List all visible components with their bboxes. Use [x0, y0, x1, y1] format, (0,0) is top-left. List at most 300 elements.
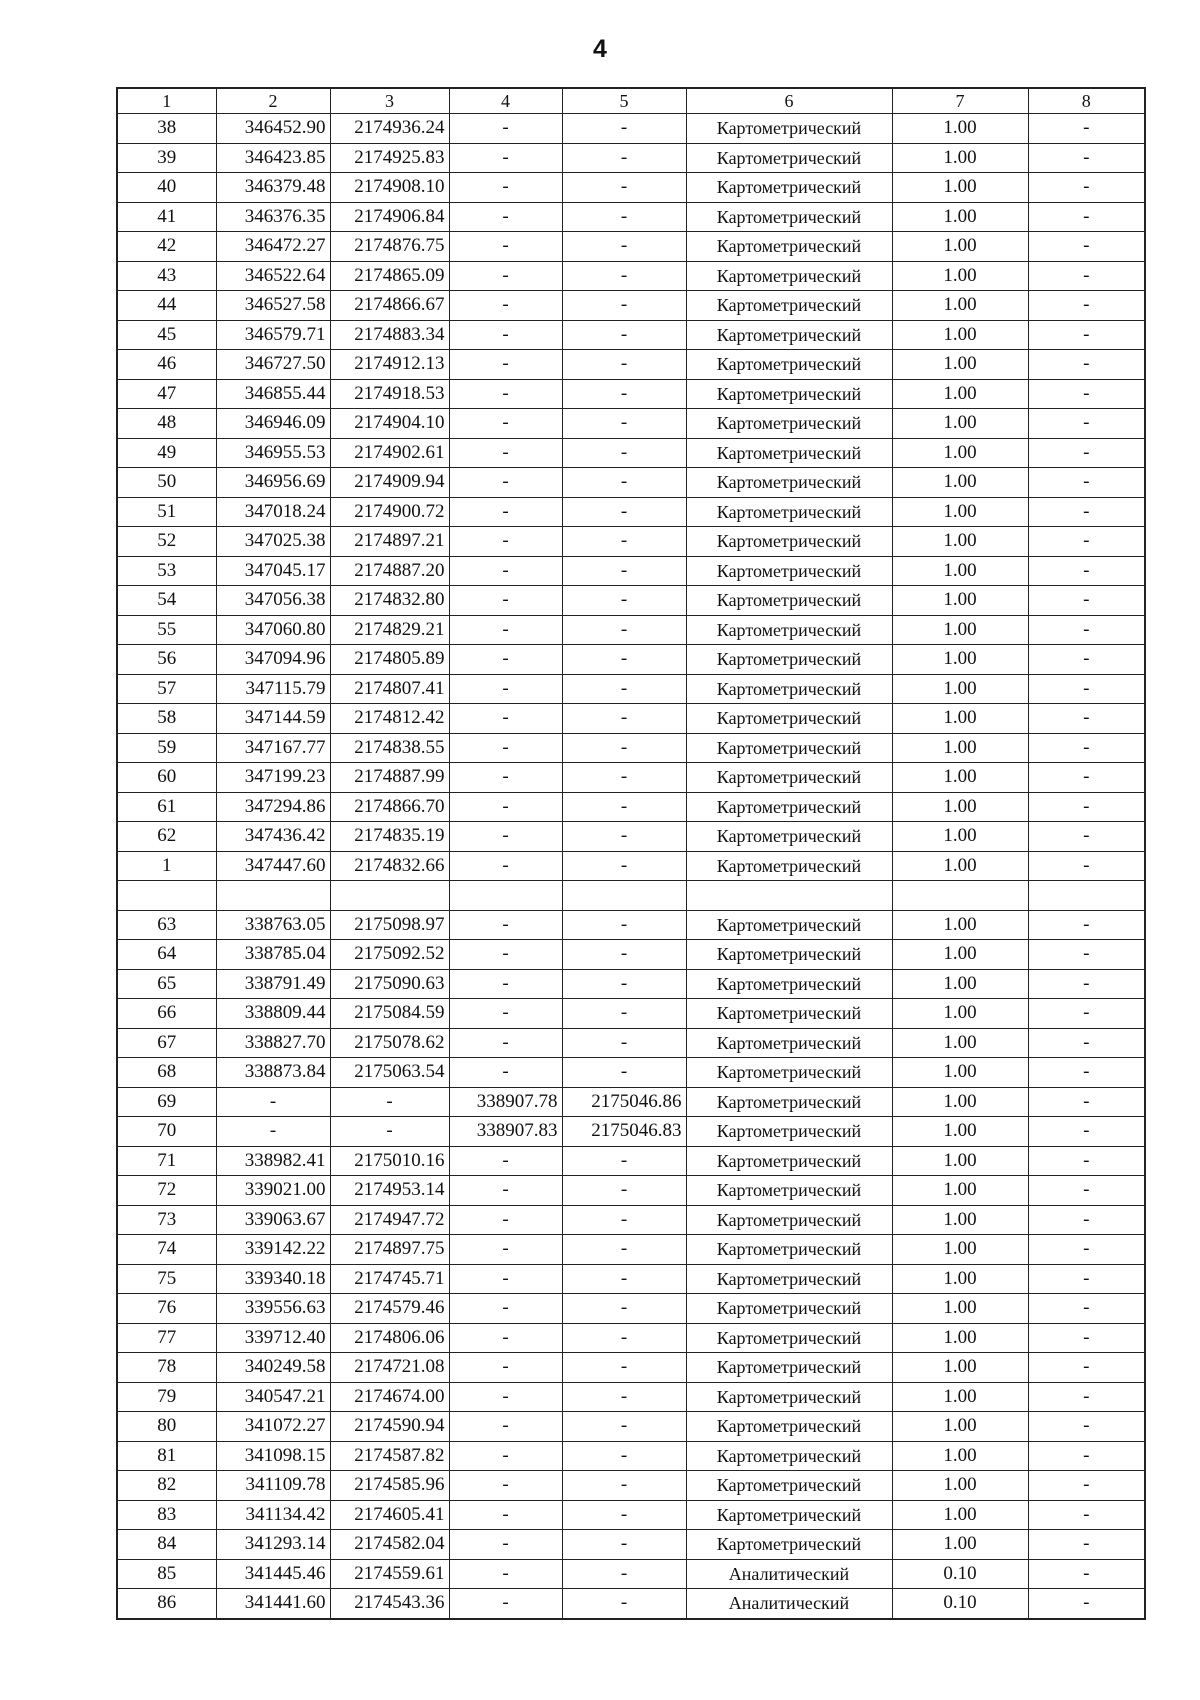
method-cell: Картометрический [686, 1235, 892, 1265]
table-row [117, 792, 1145, 822]
table-row [117, 940, 1145, 970]
method-cell: Картометрический [686, 1412, 892, 1442]
point-number-cell: 56 [117, 645, 216, 675]
note-cell: - [1028, 409, 1145, 439]
x-coord-cell: 347167.77 [216, 733, 330, 763]
x-new-cell: - [449, 114, 562, 144]
table-row [117, 1264, 1145, 1294]
note-cell: - [1028, 1264, 1145, 1294]
y-coord-cell: 2175098.97 [330, 910, 449, 940]
method-cell: Картометрический [686, 202, 892, 232]
accuracy-cell: 1.00 [892, 261, 1028, 291]
point-number-cell: 57 [117, 674, 216, 704]
accuracy-cell [892, 881, 1028, 911]
x-new-cell [449, 881, 562, 911]
accuracy-cell: 1.00 [892, 497, 1028, 527]
column-header: 5 [562, 88, 686, 114]
x-coord-cell: 346956.69 [216, 468, 330, 498]
note-cell: - [1028, 792, 1145, 822]
x-new-cell: - [449, 1353, 562, 1383]
x-coord-cell: 341441.60 [216, 1589, 330, 1619]
y-new-cell: - [562, 409, 686, 439]
y-coord-cell: 2174745.71 [330, 1264, 449, 1294]
point-number-cell: 81 [117, 1441, 216, 1471]
point-number-cell: 44 [117, 291, 216, 321]
table-row [117, 556, 1145, 586]
table-row [117, 1205, 1145, 1235]
table-row [117, 320, 1145, 350]
x-coord-cell: 347199.23 [216, 763, 330, 793]
x-coord-cell: 347018.24 [216, 497, 330, 527]
y-coord-cell: 2174866.67 [330, 291, 449, 321]
accuracy-cell: 1.00 [892, 173, 1028, 203]
column-header: 2 [216, 88, 330, 114]
accuracy-cell: 1.00 [892, 999, 1028, 1029]
y-new-cell: - [562, 1382, 686, 1412]
point-number-cell: 47 [117, 379, 216, 409]
table-row [117, 910, 1145, 940]
y-new-cell: - [562, 556, 686, 586]
x-new-cell: - [449, 1500, 562, 1530]
x-coord-cell: 346855.44 [216, 379, 330, 409]
column-header: 3 [330, 88, 449, 114]
y-new-cell: - [562, 438, 686, 468]
accuracy-cell: 1.00 [892, 1353, 1028, 1383]
x-new-cell: - [449, 851, 562, 881]
table-row [117, 1353, 1145, 1383]
x-coord-cell: 338791.49 [216, 969, 330, 999]
y-new-cell: - [562, 232, 686, 262]
x-coord-cell: 346727.50 [216, 350, 330, 380]
note-cell: - [1028, 320, 1145, 350]
accuracy-cell: 1.00 [892, 822, 1028, 852]
point-number-cell: 41 [117, 202, 216, 232]
note-cell: - [1028, 910, 1145, 940]
table-row [117, 1441, 1145, 1471]
note-cell: - [1028, 704, 1145, 734]
point-number-cell: 69 [117, 1087, 216, 1117]
accuracy-cell: 1.00 [892, 232, 1028, 262]
note-cell: - [1028, 999, 1145, 1029]
x-coord-cell: 339021.00 [216, 1176, 330, 1206]
x-new-cell: - [449, 1441, 562, 1471]
point-number-cell: 54 [117, 586, 216, 616]
accuracy-cell: 1.00 [892, 1294, 1028, 1324]
note-cell: - [1028, 114, 1145, 144]
y-new-cell: - [562, 645, 686, 675]
y-coord-cell: 2174902.61 [330, 438, 449, 468]
table-row [117, 173, 1145, 203]
method-cell: Картометрический [686, 1028, 892, 1058]
note-cell: - [1028, 350, 1145, 380]
method-cell: Картометрический [686, 1058, 892, 1088]
note-cell: - [1028, 556, 1145, 586]
y-coord-cell: 2175084.59 [330, 999, 449, 1029]
point-number-cell: 75 [117, 1264, 216, 1294]
y-new-cell: - [562, 969, 686, 999]
x-new-cell: - [449, 586, 562, 616]
y-new-cell: - [562, 999, 686, 1029]
table-row [117, 733, 1145, 763]
x-new-cell: - [449, 497, 562, 527]
note-cell: - [1028, 1559, 1145, 1589]
y-coord-cell: 2174559.61 [330, 1559, 449, 1589]
y-coord-cell: 2174721.08 [330, 1353, 449, 1383]
point-number-cell: 38 [117, 114, 216, 144]
accuracy-cell: 1.00 [892, 379, 1028, 409]
x-coord-cell: 347144.59 [216, 704, 330, 734]
point-number-cell: 68 [117, 1058, 216, 1088]
x-coord-cell: 346579.71 [216, 320, 330, 350]
x-new-cell: 338907.83 [449, 1117, 562, 1147]
y-coord-cell: 2174912.13 [330, 350, 449, 380]
x-coord-cell: 340249.58 [216, 1353, 330, 1383]
table-row [117, 615, 1145, 645]
point-number-cell: 84 [117, 1530, 216, 1560]
point-number-cell: 49 [117, 438, 216, 468]
y-coord-cell: 2174806.06 [330, 1323, 449, 1353]
y-new-cell: - [562, 1471, 686, 1501]
x-coord-cell: 341445.46 [216, 1559, 330, 1589]
accuracy-cell: 1.00 [892, 143, 1028, 173]
accuracy-cell: 1.00 [892, 1205, 1028, 1235]
accuracy-cell: 1.00 [892, 1235, 1028, 1265]
table-row [117, 1087, 1145, 1117]
y-new-cell: - [562, 586, 686, 616]
point-number-cell [117, 881, 216, 911]
x-new-cell: - [449, 468, 562, 498]
method-cell: Картометрический [686, 556, 892, 586]
x-coord-cell: 339142.22 [216, 1235, 330, 1265]
accuracy-cell: 1.00 [892, 674, 1028, 704]
accuracy-cell: 1.00 [892, 615, 1028, 645]
x-new-cell: - [449, 1412, 562, 1442]
accuracy-cell: 1.00 [892, 704, 1028, 734]
y-new-cell: - [562, 1294, 686, 1324]
method-cell: Картометрический [686, 497, 892, 527]
y-coord-cell: 2174807.41 [330, 674, 449, 704]
method-cell: Аналитический [686, 1589, 892, 1619]
note-cell: - [1028, 1530, 1145, 1560]
point-number-cell: 83 [117, 1500, 216, 1530]
table-row [117, 1294, 1145, 1324]
x-coord-cell: - [216, 1117, 330, 1147]
y-new-cell: - [562, 1323, 686, 1353]
y-coord-cell [330, 881, 449, 911]
note-cell: - [1028, 615, 1145, 645]
x-new-cell: - [449, 763, 562, 793]
y-coord-cell: 2174838.55 [330, 733, 449, 763]
y-coord-cell: 2174904.10 [330, 409, 449, 439]
x-coord-cell: 341098.15 [216, 1441, 330, 1471]
y-new-cell: - [562, 1058, 686, 1088]
table-row [117, 1323, 1145, 1353]
x-new-cell: - [449, 1235, 562, 1265]
y-new-cell: - [562, 1412, 686, 1442]
y-coord-cell: 2174587.82 [330, 1441, 449, 1471]
method-cell: Картометрический [686, 1471, 892, 1501]
table-row [117, 1412, 1145, 1442]
method-cell: Картометрический [686, 851, 892, 881]
y-new-cell: - [562, 1146, 686, 1176]
point-number-cell: 63 [117, 910, 216, 940]
table-row [117, 409, 1145, 439]
table-row [117, 645, 1145, 675]
y-coord-cell: 2174829.21 [330, 615, 449, 645]
accuracy-cell: 1.00 [892, 792, 1028, 822]
accuracy-cell: 1.00 [892, 851, 1028, 881]
y-coord-cell: 2174936.24 [330, 114, 449, 144]
point-number-cell: 74 [117, 1235, 216, 1265]
x-coord-cell: 347094.96 [216, 645, 330, 675]
y-coord-cell: 2174674.00 [330, 1382, 449, 1412]
y-coord-cell: 2174832.80 [330, 586, 449, 616]
x-new-cell: - [449, 438, 562, 468]
method-cell: Картометрический [686, 527, 892, 557]
method-cell: Картометрический [686, 1176, 892, 1206]
accuracy-cell: 1.00 [892, 969, 1028, 999]
y-coord-cell: 2174805.89 [330, 645, 449, 675]
table-row [117, 497, 1145, 527]
note-cell: - [1028, 1117, 1145, 1147]
point-number-cell: 53 [117, 556, 216, 586]
x-coord-cell: 347294.86 [216, 792, 330, 822]
accuracy-cell: 1.00 [892, 1441, 1028, 1471]
y-coord-cell: 2174585.96 [330, 1471, 449, 1501]
y-new-cell: - [562, 497, 686, 527]
x-new-cell: - [449, 615, 562, 645]
point-number-cell: 82 [117, 1471, 216, 1501]
y-new-cell [562, 881, 686, 911]
accuracy-cell: 1.00 [892, 1412, 1028, 1442]
x-new-cell: - [449, 1559, 562, 1589]
method-cell: Картометрический [686, 1087, 892, 1117]
point-number-cell: 78 [117, 1353, 216, 1383]
x-new-cell: 338907.78 [449, 1087, 562, 1117]
x-coord-cell: 346379.48 [216, 173, 330, 203]
note-cell: - [1028, 1589, 1145, 1619]
note-cell: - [1028, 1205, 1145, 1235]
method-cell: Картометрический [686, 999, 892, 1029]
y-coord-cell: 2174579.46 [330, 1294, 449, 1324]
y-coord-cell: 2174543.36 [330, 1589, 449, 1619]
method-cell: Картометрический [686, 1117, 892, 1147]
x-new-cell: - [449, 910, 562, 940]
y-new-cell: 2175046.86 [562, 1087, 686, 1117]
x-coord-cell: - [216, 1087, 330, 1117]
note-cell [1028, 881, 1145, 911]
method-cell: Картометрический [686, 940, 892, 970]
note-cell: - [1028, 969, 1145, 999]
point-number-cell: 73 [117, 1205, 216, 1235]
y-coord-cell: 2174909.94 [330, 468, 449, 498]
point-number-cell: 66 [117, 999, 216, 1029]
x-coord-cell: 346955.53 [216, 438, 330, 468]
accuracy-cell: 1.00 [892, 438, 1028, 468]
point-number-cell: 62 [117, 822, 216, 852]
point-number-cell: 64 [117, 940, 216, 970]
method-cell: Картометрический [686, 1323, 892, 1353]
method-cell: Картометрический [686, 114, 892, 144]
note-cell: - [1028, 1412, 1145, 1442]
y-coord-cell: 2174887.99 [330, 763, 449, 793]
note-cell: - [1028, 1471, 1145, 1501]
table-row [117, 379, 1145, 409]
note-cell: - [1028, 1323, 1145, 1353]
x-coord-cell: 338763.05 [216, 910, 330, 940]
table-row [117, 527, 1145, 557]
table-row [117, 143, 1145, 173]
x-new-cell: - [449, 232, 562, 262]
y-new-cell: - [562, 527, 686, 557]
accuracy-cell: 1.00 [892, 1264, 1028, 1294]
method-cell: Картометрический [686, 792, 892, 822]
x-new-cell: - [449, 1323, 562, 1353]
y-coord-cell: 2175063.54 [330, 1058, 449, 1088]
accuracy-cell: 1.00 [892, 202, 1028, 232]
y-new-cell: - [562, 114, 686, 144]
table-row [117, 1176, 1145, 1206]
header-row [117, 88, 1145, 114]
x-new-cell: - [449, 1530, 562, 1560]
y-coord-cell: 2174897.21 [330, 527, 449, 557]
x-coord-cell: 339712.40 [216, 1323, 330, 1353]
accuracy-cell: 1.00 [892, 1146, 1028, 1176]
y-new-cell: - [562, 674, 686, 704]
table-row [117, 1471, 1145, 1501]
x-new-cell: - [449, 291, 562, 321]
y-new-cell: 2175046.83 [562, 1117, 686, 1147]
y-coord-cell: 2174953.14 [330, 1176, 449, 1206]
y-coord-cell: - [330, 1087, 449, 1117]
x-coord-cell: 339340.18 [216, 1264, 330, 1294]
y-coord-cell: 2174812.42 [330, 704, 449, 734]
x-new-cell: - [449, 379, 562, 409]
accuracy-cell: 1.00 [892, 1471, 1028, 1501]
note-cell: - [1028, 940, 1145, 970]
method-cell: Картометрический [686, 1353, 892, 1383]
note-cell: - [1028, 822, 1145, 852]
y-coord-cell: 2175092.52 [330, 940, 449, 970]
method-cell: Картометрический [686, 1294, 892, 1324]
accuracy-cell: 1.00 [892, 468, 1028, 498]
method-cell: Картометрический [686, 586, 892, 616]
method-cell: Картометрический [686, 763, 892, 793]
page-number: 4 [593, 35, 607, 63]
x-new-cell: - [449, 143, 562, 173]
x-coord-cell: 341293.14 [216, 1530, 330, 1560]
x-new-cell: - [449, 173, 562, 203]
accuracy-cell: 1.00 [892, 940, 1028, 970]
method-cell: Картометрический [686, 261, 892, 291]
y-new-cell: - [562, 468, 686, 498]
y-new-cell: - [562, 822, 686, 852]
accuracy-cell: 1.00 [892, 1500, 1028, 1530]
x-coord-cell: 347056.38 [216, 586, 330, 616]
x-coord-cell: 341134.42 [216, 1500, 330, 1530]
method-cell: Картометрический [686, 615, 892, 645]
x-coord-cell: 347025.38 [216, 527, 330, 557]
x-new-cell: - [449, 202, 562, 232]
accuracy-cell: 1.00 [892, 556, 1028, 586]
y-coord-cell: 2174865.09 [330, 261, 449, 291]
table-row [117, 1028, 1145, 1058]
x-new-cell: - [449, 969, 562, 999]
note-cell: - [1028, 1146, 1145, 1176]
y-coord-cell: 2175078.62 [330, 1028, 449, 1058]
x-coord-cell: 347060.80 [216, 615, 330, 645]
note-cell: - [1028, 232, 1145, 262]
y-new-cell: - [562, 261, 686, 291]
accuracy-cell: 0.10 [892, 1589, 1028, 1619]
accuracy-cell: 0.10 [892, 1559, 1028, 1589]
method-cell: Картометрический [686, 822, 892, 852]
x-coord-cell: 346452.90 [216, 114, 330, 144]
accuracy-cell: 1.00 [892, 733, 1028, 763]
point-number-cell: 46 [117, 350, 216, 380]
point-number-cell: 76 [117, 1294, 216, 1324]
method-cell: Картометрический [686, 409, 892, 439]
y-new-cell: - [562, 379, 686, 409]
y-new-cell: - [562, 1235, 686, 1265]
table-row [117, 1530, 1145, 1560]
table-row [117, 1589, 1145, 1619]
column-header: 8 [1028, 88, 1145, 114]
y-coord-cell: 2174835.19 [330, 822, 449, 852]
y-new-cell: - [562, 1441, 686, 1471]
x-new-cell: - [449, 940, 562, 970]
note-cell: - [1028, 291, 1145, 321]
y-new-cell: - [562, 1530, 686, 1560]
x-new-cell: - [449, 645, 562, 675]
x-coord-cell: 340547.21 [216, 1382, 330, 1412]
table-body [117, 114, 1145, 1619]
table-row [117, 822, 1145, 852]
point-number-cell: 55 [117, 615, 216, 645]
method-cell: Картометрический [686, 1205, 892, 1235]
y-new-cell: - [562, 1028, 686, 1058]
method-cell: Картометрический [686, 1441, 892, 1471]
table-row [117, 1235, 1145, 1265]
table-row [117, 1058, 1145, 1088]
x-new-cell: - [449, 792, 562, 822]
method-cell: Картометрический [686, 645, 892, 675]
note-cell: - [1028, 143, 1145, 173]
method-cell: Картометрический [686, 733, 892, 763]
x-new-cell: - [449, 350, 562, 380]
accuracy-cell: 1.00 [892, 1530, 1028, 1560]
y-new-cell: - [562, 291, 686, 321]
point-number-cell: 1 [117, 851, 216, 881]
method-cell: Картометрический [686, 704, 892, 734]
y-coord-cell: 2174832.66 [330, 851, 449, 881]
accuracy-cell: 1.00 [892, 1058, 1028, 1088]
y-coord-cell: 2175090.63 [330, 969, 449, 999]
x-new-cell: - [449, 320, 562, 350]
point-number-cell: 43 [117, 261, 216, 291]
note-cell: - [1028, 1294, 1145, 1324]
method-cell: Картометрический [686, 1530, 892, 1560]
method-cell: Аналитический [686, 1559, 892, 1589]
table-row [117, 1500, 1145, 1530]
method-cell: Картометрический [686, 232, 892, 262]
y-coord-cell: 2174906.84 [330, 202, 449, 232]
x-new-cell: - [449, 1264, 562, 1294]
accuracy-cell: 1.00 [892, 1382, 1028, 1412]
point-number-cell: 59 [117, 733, 216, 763]
x-new-cell: - [449, 674, 562, 704]
method-cell: Картометрический [686, 350, 892, 380]
